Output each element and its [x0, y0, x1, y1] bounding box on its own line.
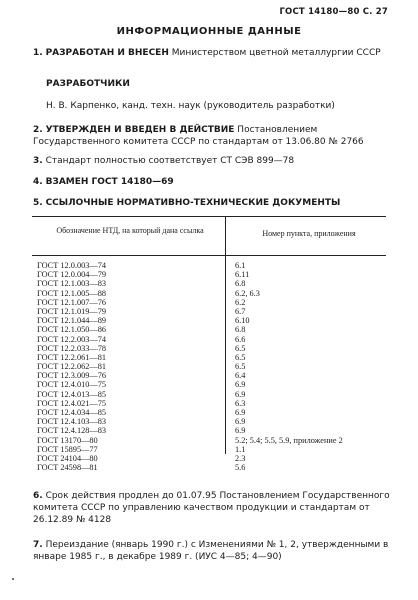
row-clause: 6.5 [235, 362, 246, 372]
row-clause: 6.5 [235, 343, 246, 353]
row-clause: 5.2; 5.4; 5.5, 5.9, приложение 2 [235, 435, 343, 445]
item-5 [33, 197, 391, 209]
item-text: Срок действия продлен до 01.07.95 Постановлением Государственного комитета СССР по управлению качеством продукции и стандартам от 26.12.89 № 4128 [33, 491, 390, 525]
item-7 [33, 539, 391, 563]
item-number: 7. [33, 540, 43, 550]
column-header-document: Обозначение НТД, на который дана ссылка [56, 226, 204, 235]
item-number: 3. [33, 156, 43, 166]
row-document: ГОСТ 12.4.103—83 [37, 417, 106, 427]
table-row [32, 270, 386, 279]
row-document: ГОСТ 12.2.062—81 [37, 362, 106, 372]
row-document: ГОСТ 12.4.128—83 [37, 426, 106, 436]
row-document: ГОСТ 12.4.013—85 [37, 389, 106, 399]
table-row [32, 380, 386, 389]
row-clause: 1.1 [235, 444, 246, 454]
item-number: 1. [33, 48, 43, 58]
row-clause: 6.9 [235, 417, 246, 427]
table-row [32, 298, 386, 307]
table-top-rule [32, 216, 386, 217]
page-speck [12, 578, 14, 580]
row-clause: 6.5 [235, 352, 246, 362]
item-text: Постановлением Государственного комитета СССР по стандартам от 13.06.80 № 2766 [33, 125, 364, 147]
page-header: ГОСТ 14180—80 С. 27 [279, 7, 388, 17]
row-document: ГОСТ 24598—81 [37, 463, 98, 473]
item-number: 4. [33, 177, 43, 187]
item-3 [33, 155, 391, 167]
row-document: ГОСТ 12.1.050—86 [37, 325, 106, 335]
document-title: ИНФОРМАЦИОННЫЕ ДАННЫЕ [116, 26, 302, 37]
item-1 [33, 47, 391, 59]
developers-person: Н. В. Карпенко, канд. техн. наук (руководитель разработки) [46, 101, 335, 111]
row-document: ГОСТ 15895—77 [37, 444, 98, 454]
row-clause: 6.8 [235, 325, 246, 335]
row-clause: 6.4 [235, 371, 246, 381]
table-row [32, 344, 386, 353]
row-document: ГОСТ 12.2.003—74 [37, 334, 106, 344]
table-row [32, 445, 386, 454]
row-clause: 6.8 [235, 279, 246, 289]
row-document: ГОСТ 12.0.003—74 [37, 261, 106, 270]
item-number: 2. [33, 125, 43, 135]
row-document: ГОСТ 12.4.034—85 [37, 408, 106, 417]
table-row [32, 316, 386, 325]
table-row [32, 362, 386, 371]
item-number: 5. [33, 198, 43, 208]
row-clause: 6.10 [235, 316, 250, 326]
table-row [32, 426, 386, 435]
table-row [32, 417, 386, 426]
table-row [32, 463, 386, 472]
row-clause: 6.9 [235, 408, 246, 417]
item-heading: УТВЕРЖДЕН И ВВЕДЕН В ДЕЙСТВИЕ [45, 125, 235, 135]
row-document: ГОСТ 12.1.003—83 [37, 279, 106, 289]
row-document: ГОСТ 12.1.007—76 [37, 297, 106, 307]
row-clause: 6.2, 6.3 [235, 288, 260, 298]
table-row [32, 279, 386, 288]
column-header-clause: Номер пункта, приложения [262, 229, 356, 238]
table-row [32, 371, 386, 380]
table-row [32, 307, 386, 316]
row-document: ГОСТ 12.1.005—88 [37, 288, 106, 298]
row-document: ГОСТ 12.4.010—75 [37, 380, 106, 390]
item-2 [33, 124, 391, 148]
table-row [32, 454, 386, 463]
item-number: 6. [33, 491, 43, 501]
table-row [32, 436, 386, 445]
row-clause: 6.2 [235, 297, 246, 307]
table-row [32, 390, 386, 399]
row-clause: 6.11 [235, 270, 250, 280]
row-document: ГОСТ 12.2.061—81 [37, 352, 106, 362]
row-clause: 5.6 [235, 463, 246, 473]
row-clause: 6.1 [235, 261, 246, 270]
row-clause: 6.9 [235, 426, 246, 436]
row-document: ГОСТ 12.1.019—79 [37, 306, 106, 316]
row-document: ГОСТ 12.1.044—89 [37, 316, 106, 326]
table-header-rule [32, 255, 386, 256]
row-clause: 6.9 [235, 389, 246, 399]
table-row [32, 335, 386, 344]
row-clause: 6.3 [235, 398, 246, 408]
row-clause: 6.9 [235, 380, 246, 390]
table-row [32, 399, 386, 408]
table-row [32, 289, 386, 298]
item-text: Переиздание (январь 1990 г.) с Изменениями № 1, 2, утвержденными в январе 1985 г., в декабре 1989 г. (ИУС 4—85; 4—90) [33, 540, 389, 562]
item-text: Министерством цветной металлургии СССР [168, 48, 381, 58]
table-row [32, 408, 386, 417]
row-clause: 6.7 [235, 306, 246, 316]
table-row [32, 261, 386, 270]
item-heading: РАЗРАБОТАН И ВНЕСЕН [45, 48, 169, 58]
item-6 [33, 490, 391, 526]
item-4 [33, 176, 391, 188]
row-document: ГОСТ 12.3.009—76 [37, 371, 106, 381]
table-row [32, 325, 386, 334]
row-clause: 2.3 [235, 453, 246, 463]
row-document: ГОСТ 13170—80 [37, 435, 98, 445]
row-clause: 6.6 [235, 334, 246, 344]
developers-heading: РАЗРАБОТЧИКИ [46, 79, 130, 89]
row-document: ГОСТ 12.2.033—78 [37, 343, 106, 353]
table-row [32, 353, 386, 362]
item-heading: ВЗАМЕН ГОСТ 14180—69 [45, 177, 174, 187]
item-text: Стандарт полностью соответствует СТ СЭВ 899—78 [45, 156, 295, 166]
row-document: ГОСТ 24104—80 [37, 453, 98, 463]
table-body [32, 261, 386, 472]
row-document: ГОСТ 12.4.021—75 [37, 398, 106, 408]
row-document: ГОСТ 12.0.004—79 [37, 270, 106, 280]
item-heading: ССЫЛОЧНЫЕ НОРМАТИВНО-ТЕХНИЧЕСКИЕ ДОКУМЕНТЫ [45, 198, 341, 208]
